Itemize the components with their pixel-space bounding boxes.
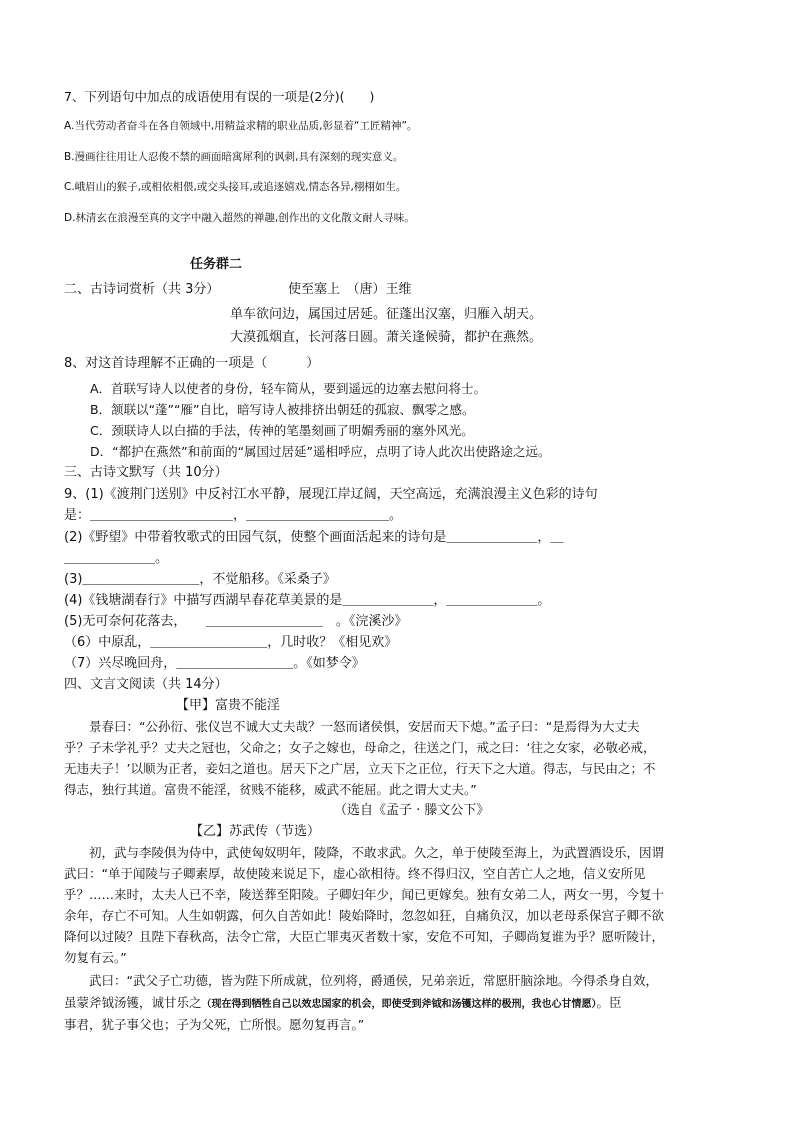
q7-option-a: A.当代劳动者奋斗在各自领域中,用精益求精的职业品质,彰显着“工匠精神”。 [64, 120, 418, 132]
q9-line-7: (5)无可奈何花落去， ＿＿＿＿＿＿＿＿＿ 。《浣溪沙》 [64, 614, 408, 629]
yi-line-7: 武曰：“武父子亡功德，皆为陛下所成就，位列将，爵通侯，兄弟亲近，常愿肝脑涂地。今得杀身自效， [64, 973, 658, 988]
q9-line-9: （7）兴尽晚回舟，＿＿＿＿＿＿＿＿＿。《如梦令》 [64, 656, 365, 671]
jia-source: （选自《孟子 · 滕文公下》 [334, 803, 490, 818]
yi-line-3: 乎？……来时，太夫人已不幸，陵送葬至阳陵。子卿妇年少，闻已更嫁矣。独有女弟二人，两女一男，今复十 [64, 887, 665, 902]
q8-option-a: A．首联写诗人以使者的身份，轻车简从，要到遥远的边塞去慰问将士。 [90, 381, 487, 396]
yi-line-6: 勿复有云。” [64, 950, 127, 965]
section2-heading: 二、古诗词赏析（共 3分） [64, 282, 220, 297]
task-group-heading: 任务群二 [190, 257, 243, 272]
section3-heading: 三、古诗文默写（共 10分） [64, 465, 228, 480]
yi-line-8 [64, 994, 622, 1014]
yi-line-1: 初，武与李陵俱为侍中，武使匈奴明年，陵降，不敢求武。久之，单于使陵至海上，为武置酒设乐，因谓 [64, 845, 665, 860]
poem-line-2: 大漠孤烟直，长河落日圆。萧关逢候骑，都护在燕然。 [230, 330, 543, 345]
q8-option-b: B．颔联以“蓬”“雁”自比，暗写诗人被排挤出朝廷的孤寂、飘零之感。 [90, 402, 475, 417]
yi-line-2: 武曰：“单于闻陵与子卿素厚，故使陵来说足下，虚心欲相待。终不得归汉，空自苦亡人之地，信义安所见 [64, 866, 646, 881]
jia-line-3: 无违夫子！’以顺为正者，妾妇之道也。居天下之广居，立天下之正位，行天下之大道。得志，与民由之；不 [64, 761, 656, 776]
jia-line-2: 乎？子未学礼乎？丈夫之冠也，父命之；女子之嫁也，母命之，往送之门，戒之曰：‘往之女家，必敬必戒， [64, 740, 656, 755]
q9-line-2: 是：＿＿＿＿＿＿＿＿＿＿＿，＿＿＿＿＿＿＿＿＿＿＿。 [64, 508, 403, 523]
q7-option-b: B.漫画往往用让人忍俊不禁的画面暗寓犀利的讽刺,具有深刻的现实意义。 [64, 151, 404, 163]
jia-title: 【甲】富贵不能淫 [176, 698, 281, 713]
q9-line-5: (3)＿＿＿＿＿＿＿＿＿，不觉船移。《采桑子》 [64, 572, 336, 587]
q9-line-3: (2)《野望》中带着牧歌式的田园气氛，使整个画面活起来的诗句是＿＿＿＿＿＿＿，＿ [64, 530, 564, 545]
section4-heading: 四、文言文阅读（共 14分） [64, 677, 228, 692]
q7-question: 7、下列语句中加点的成语使用有误的一项是(2分)( ) [64, 89, 375, 104]
yi-line-8-tail: 。臣 [596, 995, 622, 1010]
jia-line-4: 得志，独行其道。富贵不能淫，贫贱不能移，威武不能屈。此之谓大丈夫。” [64, 782, 477, 797]
yi-line-9: 事君，犹子事父也；子为父死，亡所恨。愿勿复再言。” [64, 1017, 365, 1032]
poem-line-1: 单车欲问边，属国过居延。征蓬出汉塞，归雁入胡天。 [230, 307, 543, 322]
q9-line-8: （6）中原乱，＿＿＿＿＿＿＿＿＿，几时收？《相见欢》 [64, 635, 398, 650]
q9-line-6: (4)《钱塘湖春行》中描写西湖早春花草美景的是＿＿＿＿＿＿＿，＿＿＿＿＿＿＿。 [64, 593, 551, 608]
yi-line-8-note: （现在得到牺牲自己以效忠国家的机会，即使受到斧钺和汤镬这样的极刑，我也心甘情愿） [201, 999, 597, 1010]
yi-line-4: 余年，存亡不可知。人生如朝露，何久自苦如此！陵始降时，忽忽如狂，自痛负汉，加以老母系保宫子卿不欲 [64, 908, 665, 923]
q7-option-d: D.林清玄在浪漫至真的文字中融入超然的禅趣,创作出的文化散文耐人寻味。 [64, 212, 415, 224]
yi-line-8-main: 虽蒙斧钺汤镬，诚甘乐之 [64, 995, 202, 1010]
q9-line-1: 9、(1)《渡荆门送别》中反衬江水平静，展现江岸辽阔，天空高远，充满浪漫主义色彩的诗句 [64, 487, 598, 502]
yi-line-5: 降何以过陵？且陛下春秋高，法令亡常，大臣亡罪夷灭者数十家，安危不可知，子卿尚复谁为乎？愿听陵计， [64, 929, 665, 944]
yi-title: 【乙】苏武传（节选） [190, 824, 321, 839]
q8-question: 8、对这首诗理解不正确的一项是（ ） [64, 356, 320, 371]
q7-option-c: C.峨眉山的猴子,或相依相偎,或交头接耳,或追逐嬉戏,情态各异,栩栩如生。 [64, 181, 407, 193]
jia-line-1: 景春曰：“公孙衍、张仪岂不诚大丈夫哉？一怒而诸侯惧，安居而天下熄。”孟子曰：“是焉得为大丈夫 [64, 719, 640, 734]
q9-line-4: ＿＿＿＿＿＿＿。 [64, 551, 169, 566]
poem-title: 使至塞上 （唐）王维 [288, 282, 412, 297]
q8-option-d: D．“都护在燕然”和前面的“属国过居延”遥相呼应，点明了诗人此次出使路途之远。 [90, 444, 551, 459]
q8-option-c: C．颈联诗人以白描的手法，传神的笔墨刻画了明媚秀丽的塞外风光。 [90, 423, 474, 438]
